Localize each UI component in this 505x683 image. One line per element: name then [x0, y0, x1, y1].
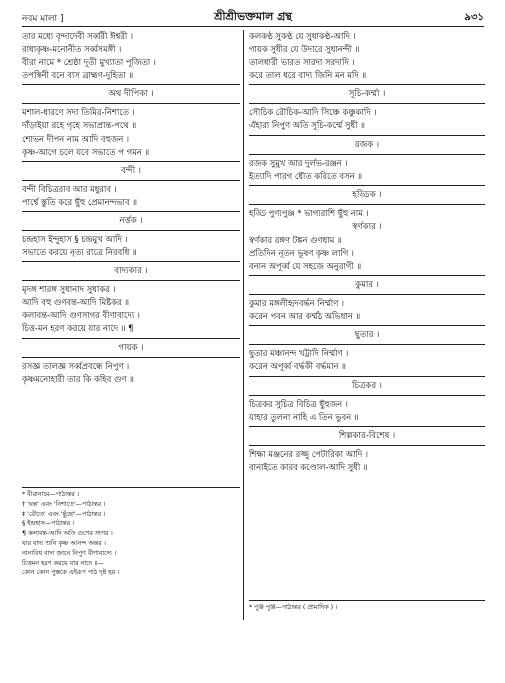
- footnote: ¶ কলাবন্ত-আদি অতি গুণের সাগর ।: [22, 530, 113, 538]
- section-rule: [249, 395, 485, 396]
- verse-line: দাঁড়াইয়া রহে গৃহে সভাপ্রান্ত-পথে ॥: [22, 120, 137, 131]
- section-rule: [249, 185, 485, 186]
- section-heading: কুমার ।: [355, 280, 379, 291]
- left-column: [22, 30, 240, 386]
- section-rule: [249, 445, 485, 446]
- verse-line: তার মধ্যে বৃন্দাদেবী সর্ব্বরী ঈশ্বরী ।: [22, 31, 133, 41]
- verse-line: মৃদঙ্গ শারঙ্গ সুধানাদ সুধাকর ।: [22, 284, 116, 295]
- section-rule: [249, 84, 485, 85]
- section-rule: [22, 103, 240, 104]
- section-rule: [249, 325, 485, 326]
- verse-line: ছুতার মঞ্চানন্দ খট্টাদি নির্ম্মাণ ।: [249, 348, 349, 359]
- verse-line: কৃষ্ণ-আগে চলে যবে সভাতে প গমন ॥: [22, 146, 150, 157]
- section-heading: বাদ্যকার ।: [114, 266, 148, 277]
- footnote: § ইন্দ্রহাস—পাঠান্তর ।: [22, 520, 75, 528]
- verse-line: বীরা নামে * শ্রেষ্ঠা দূতী মুখ্যাতা পূজিতা ।: [22, 57, 156, 68]
- verse-line: কলকণ্ঠ সুকণ্ঠ যে সুধাকণ্ঠ-আদি ।: [249, 31, 356, 41]
- footnote: † 'ঘন্ত' এবং 'নিশাতে'—পাঠান্তর ।: [22, 500, 106, 508]
- verse-line: চিত্ত-মন হরণ করয়ে যার নাদে ॥ ¶: [22, 323, 134, 334]
- section-rule: [22, 280, 240, 281]
- verse-line: ইত্যাদি পারগ ধৌত করিতে বসন ॥: [249, 170, 363, 181]
- verse-line: শিক্ষা মঞ্জনের রজ্জু পেটারিকা আদি ।: [249, 448, 368, 459]
- section-rule: [249, 376, 485, 377]
- section-heading: শিল্পকার-বিশেষ ।: [338, 430, 396, 441]
- footnote: ‡ 'বৌতে' এবং 'ছুঁহো'—পাঠান্তর ।: [22, 510, 106, 518]
- verse-line: কৃষ্ণমনোহারী তার কি কহিব গুণ ॥: [22, 373, 134, 384]
- verse-line: স্বর্ণকার রঙ্গণ টঙ্কন গুণধাম ॥: [249, 234, 342, 245]
- section-heading: হড্ডিক ।: [352, 189, 382, 200]
- section-rule: [22, 261, 240, 262]
- section-rule: [22, 180, 240, 181]
- right-footnotes: [249, 600, 485, 613]
- verse-line: বনান অপূর্ব্ব যে সহজে অনুরাগী ॥: [249, 261, 362, 272]
- section-rule: [22, 84, 240, 85]
- footnote: * বীরানামে—পাঠান্তর ।: [22, 491, 80, 498]
- section-heading: নর্ত্তক ।: [119, 215, 143, 226]
- section-heading: রজক ।: [354, 139, 380, 150]
- section-rule: [249, 294, 485, 295]
- section-rule: [22, 161, 240, 162]
- verse-line: রজক সুমুখ আর দুর্লভ-রঞ্জন ।: [249, 157, 348, 168]
- verse-line: রাধাকৃষ্ণ-মনোনীত সর্ব্বসমঙ্গী ।: [22, 44, 122, 55]
- header-rule: [22, 26, 484, 27]
- verse-line: শোভন দীপন নাম আদি বহুজন ।: [22, 133, 129, 144]
- footnote: নানাবিধ বাদ্য জানে নিপুণ বীণাবাদ্যে ।: [22, 549, 117, 557]
- verse-line: গায়ক সুধীর যে উদারে সুধানন্দী ॥: [249, 44, 360, 55]
- verse-line: চিত্রকর সুচিত্র বিচিত্র ছুঁহুজন ।: [249, 398, 348, 409]
- section-rule: [249, 204, 485, 205]
- verse-line: বানাইতে কারব কণ্ডোল-আদি সুধী ॥: [249, 461, 368, 472]
- verse-line: তালধারী ভারত সারদা সরদাদি ।: [249, 57, 355, 68]
- verse-line: পার্শ্বে স্তুতি করে ছুঁহু প্রেমানন্দভাব ॥: [22, 196, 138, 207]
- verse-line: এঁহারা নিপুণ অতি সূচি-কর্ম্মে সুধী ॥: [249, 120, 365, 131]
- series-label: নবম মালা ]: [22, 14, 64, 24]
- section-heading: চিত্রকর ।: [352, 380, 382, 391]
- verse-line: কলাবন্ত-আদি গুণসাগর বীণাবাদ্যে ।: [22, 310, 140, 321]
- section-heading: ছুতার ।: [354, 330, 380, 341]
- section-rule: [249, 344, 485, 345]
- section-heading: স্বর্ণকার ।: [352, 221, 382, 232]
- left-footnotes: [22, 487, 240, 578]
- section-rule: [249, 275, 485, 276]
- verse-line: যাহার তুলনা নাহি এ তিন ভুবন ॥: [249, 411, 359, 422]
- section-rule: [249, 103, 485, 104]
- section-heading: গায়ক ।: [118, 342, 144, 353]
- verse-line: করেন অপূর্ব্ব বর্দ্ধকী বর্দ্ধমান ॥: [249, 361, 346, 372]
- section-rule: [249, 135, 485, 136]
- footnote: * পুঞ্জ পুঞ্জ—পাঠান্তর ( প্রামাদিক ) ।: [249, 604, 338, 611]
- verse-line: মশাল-ধারণে সদা তিমির-নিশাতে ।: [22, 107, 135, 118]
- section-rule: [249, 154, 485, 155]
- section-rule: [22, 357, 240, 358]
- section-heading: বন্দী ।: [121, 165, 141, 176]
- footnote: কোন কোন পুস্তকে এইরূপ পাঠ দৃষ্ট হয় ।: [22, 569, 120, 577]
- page-number: ৯৩১: [464, 12, 484, 23]
- verse-line: চন্দ্রহাস ইন্দুহাস § চন্দ্রমুখ আদি ।: [22, 233, 128, 244]
- verse-line: সৌচিক রৌচিক-আদি সিঞ্চে কঞ্চুকাদি ।: [249, 107, 377, 118]
- section-rule: [22, 211, 240, 212]
- verse-line: রসজ্ঞ তালজ্ঞ সর্ব্বপ্রবন্ধে নিপুণ ।: [22, 360, 130, 371]
- section-rule: [249, 426, 485, 427]
- page-header: [22, 8, 484, 26]
- verse-line: করে তাল ধরে বাদ্য জিনি মন মদি ॥: [249, 70, 367, 81]
- right-column: [249, 30, 485, 474]
- section-heading: অথ দীপিকা ।: [108, 89, 154, 100]
- section-heading: সূচি-কর্ম্মা ।: [348, 89, 386, 100]
- verse-line: প্রতিদিন নূতন ভূষণ কৃষ্ণ লাগি ।: [249, 247, 354, 258]
- footnote: চিত্তমন হরণ করয়ে যার নাদে ॥—: [22, 559, 104, 567]
- verse-line: কুমার মঙ্গলীহৃদবর্দ্ধন নির্ম্মাণ ।: [249, 298, 344, 309]
- section-rule: [22, 338, 240, 339]
- verse-line: আদি বহু গুণবন্ত-আদি মিষ্টকর ॥: [22, 297, 130, 308]
- section-rule: [22, 230, 240, 231]
- book-title: শ্রীশ্রীভক্তমাল গ্রন্থ: [214, 10, 292, 23]
- verse-line: তপস্বিনী বনে বাস ব্রাহ্মণ-দুহিতা ॥: [22, 70, 134, 81]
- verse-line: বন্দী বিচিত্ররাব আর মধুরাব ।: [22, 183, 117, 194]
- verse-line: সভাতে করয়ে নৃত্য রাত্রে নিরবধি ॥: [22, 247, 137, 258]
- column-divider: [243, 30, 244, 620]
- verse-line: করেন পবন আর কর্ম্মঠ অভিধান ॥: [249, 311, 361, 322]
- verse-line: হড্ডি পুণ্যপুঞ্জ * ভাগ্যরাশি ছুঁহু নাম ।: [249, 207, 369, 218]
- footnote: যার বাদ্য শুনি কৃষ্ণ আনন্দ অন্তর ।: [22, 539, 106, 547]
